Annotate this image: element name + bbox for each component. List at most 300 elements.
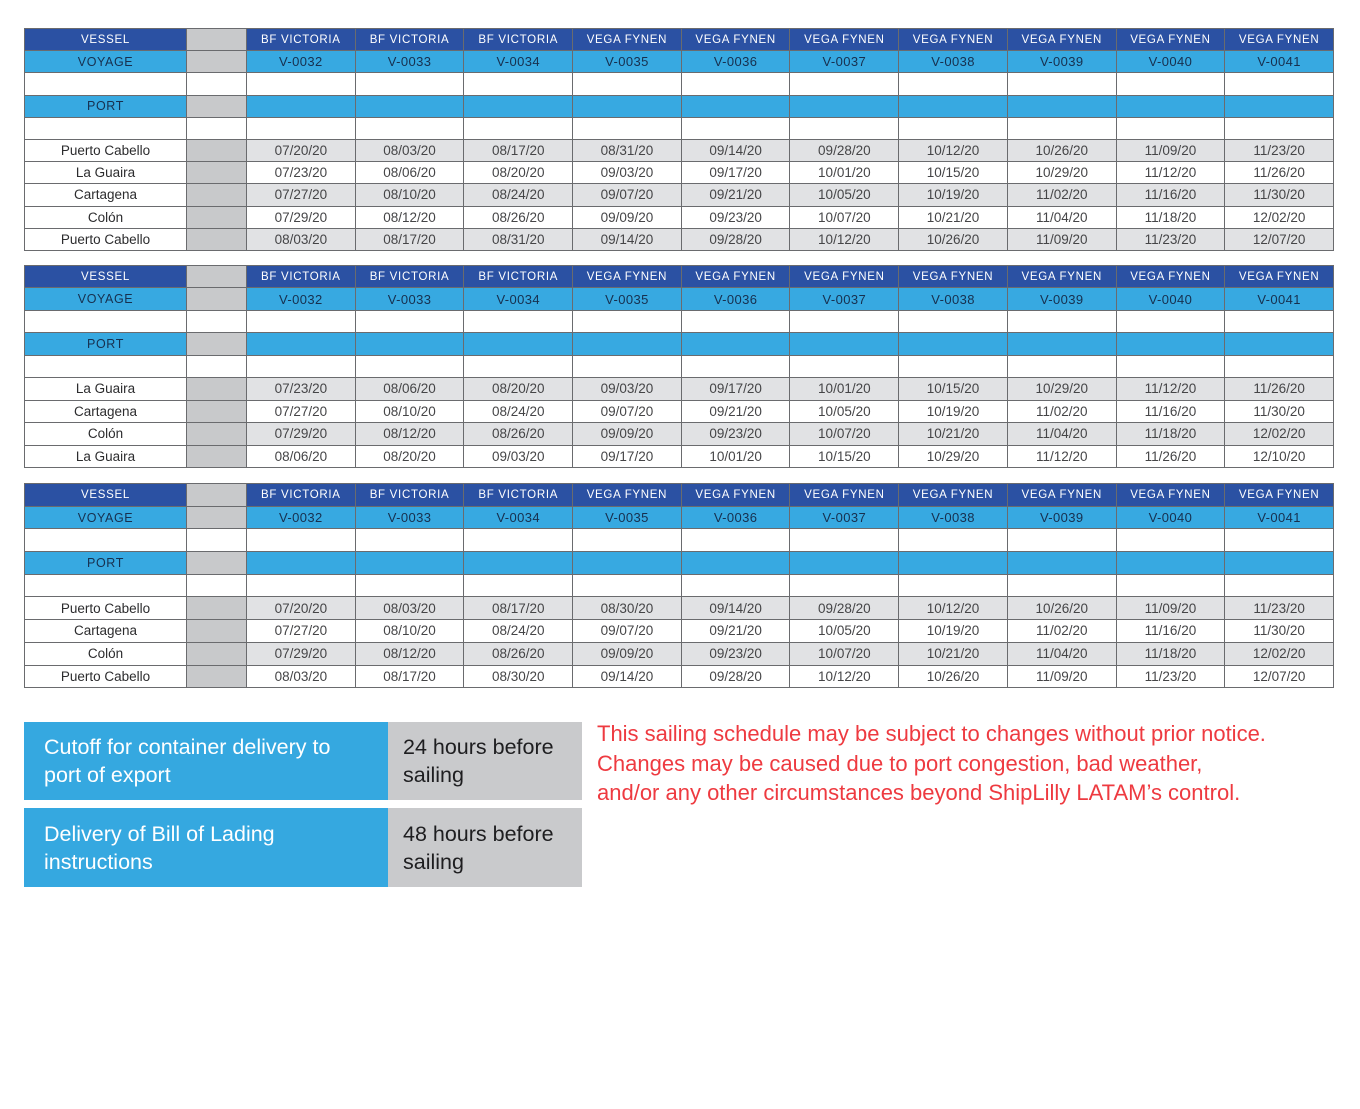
bol-note-label-text: Delivery of Bill of Lading instructions bbox=[44, 821, 275, 874]
voyage-cell: V-0035 bbox=[573, 51, 682, 73]
voyage-cell: V-0036 bbox=[682, 288, 791, 310]
date-cell: 07/29/20 bbox=[247, 643, 356, 666]
date-cell: 10/15/20 bbox=[899, 378, 1008, 400]
empty-cell bbox=[899, 118, 1008, 140]
empty-cell bbox=[790, 356, 899, 378]
empty-cell bbox=[1117, 118, 1226, 140]
date-cell: 08/17/20 bbox=[356, 229, 465, 251]
vessel-header-cell: BF VICTORIA bbox=[464, 29, 573, 51]
bol-note-value-text: 48 hours before sailing bbox=[403, 821, 554, 874]
date-cell: 10/21/20 bbox=[899, 643, 1008, 666]
date-cell: 12/02/20 bbox=[1225, 423, 1334, 445]
spacer-cell bbox=[187, 29, 247, 51]
empty-cell bbox=[1008, 73, 1117, 95]
date-cell: 09/14/20 bbox=[682, 597, 791, 620]
date-cell: 09/21/20 bbox=[682, 401, 791, 423]
date-cell: 11/30/20 bbox=[1225, 401, 1334, 423]
spacer-cell bbox=[187, 96, 247, 118]
voyage-cell: V-0032 bbox=[247, 288, 356, 310]
port-band-cell bbox=[1117, 333, 1226, 355]
port-band-cell bbox=[1225, 552, 1334, 575]
vessel-header-cell: VEGA FYNEN bbox=[1225, 484, 1334, 507]
port-name-cell: Puerto Cabello bbox=[25, 229, 187, 251]
empty-cell bbox=[1117, 575, 1226, 598]
date-cell: 09/21/20 bbox=[682, 184, 791, 206]
empty-cell bbox=[464, 529, 573, 552]
date-cell: 08/26/20 bbox=[464, 207, 573, 229]
date-cell: 11/16/20 bbox=[1117, 401, 1226, 423]
empty-cell bbox=[356, 575, 465, 598]
voyage-cell: V-0032 bbox=[247, 507, 356, 530]
empty-cell bbox=[247, 356, 356, 378]
date-cell: 11/12/20 bbox=[1117, 162, 1226, 184]
voyage-cell: V-0035 bbox=[573, 288, 682, 310]
date-cell: 09/07/20 bbox=[573, 620, 682, 643]
date-cell: 11/04/20 bbox=[1008, 643, 1117, 666]
spacer-cell bbox=[187, 162, 247, 184]
date-cell: 08/10/20 bbox=[356, 184, 465, 206]
date-cell: 07/20/20 bbox=[247, 597, 356, 620]
date-cell: 09/07/20 bbox=[573, 401, 682, 423]
date-cell: 10/21/20 bbox=[899, 423, 1008, 445]
empty-cell bbox=[247, 73, 356, 95]
vessel-header-cell: VEGA FYNEN bbox=[1008, 266, 1117, 288]
port-row-label: PORT bbox=[25, 552, 187, 575]
cutoff-note-label-text: Cutoff for container delivery to port of export bbox=[44, 735, 331, 787]
empty-cell bbox=[247, 575, 356, 598]
date-cell: 08/20/20 bbox=[464, 162, 573, 184]
date-cell: 08/30/20 bbox=[573, 597, 682, 620]
date-cell: 11/04/20 bbox=[1008, 423, 1117, 445]
empty-cell bbox=[1117, 73, 1226, 95]
vessel-header-cell: VEGA FYNEN bbox=[1117, 266, 1226, 288]
empty-cell bbox=[682, 356, 791, 378]
empty-cell bbox=[247, 118, 356, 140]
date-cell: 09/03/20 bbox=[573, 162, 682, 184]
empty-cell bbox=[899, 356, 1008, 378]
date-cell: 10/01/20 bbox=[790, 378, 899, 400]
vessel-row-label: VESSEL bbox=[25, 484, 187, 507]
port-row-label: PORT bbox=[25, 96, 187, 118]
empty-cell bbox=[187, 118, 247, 140]
empty-cell bbox=[682, 529, 791, 552]
date-cell: 08/20/20 bbox=[356, 446, 465, 468]
date-cell: 11/18/20 bbox=[1117, 643, 1226, 666]
port-band-cell bbox=[573, 552, 682, 575]
date-cell: 09/03/20 bbox=[573, 378, 682, 400]
date-cell: 10/05/20 bbox=[790, 620, 899, 643]
schedule-disclaimer bbox=[597, 719, 1352, 808]
port-band-cell bbox=[790, 333, 899, 355]
sailing-schedule-table-2 bbox=[24, 265, 1334, 468]
empty-cell bbox=[573, 529, 682, 552]
date-cell: 10/07/20 bbox=[790, 207, 899, 229]
date-cell: 11/23/20 bbox=[1225, 597, 1334, 620]
date-cell: 09/03/20 bbox=[464, 446, 573, 468]
empty-cell bbox=[573, 118, 682, 140]
date-cell: 11/23/20 bbox=[1117, 666, 1226, 689]
port-name-cell: Colón bbox=[25, 207, 187, 229]
empty-cell bbox=[1225, 356, 1334, 378]
date-cell: 10/12/20 bbox=[899, 140, 1008, 162]
date-cell: 07/27/20 bbox=[247, 620, 356, 643]
date-cell: 09/28/20 bbox=[682, 666, 791, 689]
port-row-label: PORT bbox=[25, 333, 187, 355]
empty-cell bbox=[187, 575, 247, 598]
empty-cell bbox=[187, 529, 247, 552]
port-name-cell: Cartagena bbox=[25, 184, 187, 206]
voyage-cell: V-0034 bbox=[464, 507, 573, 530]
voyage-cell: V-0034 bbox=[464, 51, 573, 73]
port-band-cell bbox=[247, 552, 356, 575]
vessel-header-cell: VEGA FYNEN bbox=[573, 29, 682, 51]
date-cell: 08/03/20 bbox=[247, 229, 356, 251]
vessel-header-cell: BF VICTORIA bbox=[247, 484, 356, 507]
empty-cell bbox=[356, 529, 465, 552]
empty-cell bbox=[187, 356, 247, 378]
date-cell: 08/03/20 bbox=[356, 597, 465, 620]
date-cell: 09/09/20 bbox=[573, 207, 682, 229]
date-cell: 10/07/20 bbox=[790, 643, 899, 666]
date-cell: 07/29/20 bbox=[247, 207, 356, 229]
port-band-cell bbox=[682, 552, 791, 575]
empty-cell bbox=[899, 311, 1008, 333]
date-cell: 10/26/20 bbox=[899, 229, 1008, 251]
empty-cell bbox=[1225, 529, 1334, 552]
empty-cell bbox=[790, 575, 899, 598]
empty-cell bbox=[573, 311, 682, 333]
spacer-cell bbox=[187, 140, 247, 162]
date-cell: 10/26/20 bbox=[1008, 140, 1117, 162]
cutoff-note-label bbox=[24, 722, 388, 800]
port-band-cell bbox=[464, 333, 573, 355]
vessel-header-cell: VEGA FYNEN bbox=[1008, 484, 1117, 507]
date-cell: 11/23/20 bbox=[1117, 229, 1226, 251]
port-band-cell bbox=[573, 96, 682, 118]
date-cell: 09/09/20 bbox=[573, 423, 682, 445]
port-name-cell: La Guaira bbox=[25, 162, 187, 184]
spacer-cell bbox=[187, 552, 247, 575]
port-name-cell: Puerto Cabello bbox=[25, 140, 187, 162]
empty-cell bbox=[899, 529, 1008, 552]
empty-cell bbox=[790, 529, 899, 552]
date-cell: 09/17/20 bbox=[682, 162, 791, 184]
empty-cell bbox=[1008, 311, 1117, 333]
date-cell: 11/30/20 bbox=[1225, 184, 1334, 206]
empty-cell bbox=[1225, 118, 1334, 140]
voyage-cell: V-0033 bbox=[356, 288, 465, 310]
vessel-header-cell: VEGA FYNEN bbox=[899, 266, 1008, 288]
port-band-cell bbox=[464, 96, 573, 118]
date-cell: 08/06/20 bbox=[356, 378, 465, 400]
date-cell: 12/07/20 bbox=[1225, 229, 1334, 251]
date-cell: 09/17/20 bbox=[682, 378, 791, 400]
date-cell: 08/20/20 bbox=[464, 378, 573, 400]
empty-cell bbox=[187, 311, 247, 333]
empty-cell bbox=[464, 356, 573, 378]
port-name-cell: La Guaira bbox=[25, 378, 187, 400]
empty-cell bbox=[1008, 575, 1117, 598]
date-cell: 12/02/20 bbox=[1225, 643, 1334, 666]
date-cell: 11/09/20 bbox=[1117, 140, 1226, 162]
empty-cell bbox=[464, 311, 573, 333]
date-cell: 08/31/20 bbox=[464, 229, 573, 251]
empty-cell bbox=[899, 575, 1008, 598]
date-cell: 09/23/20 bbox=[682, 423, 791, 445]
date-cell: 09/23/20 bbox=[682, 643, 791, 666]
empty-cell bbox=[682, 118, 791, 140]
date-cell: 08/17/20 bbox=[464, 597, 573, 620]
voyage-cell: V-0039 bbox=[1008, 288, 1117, 310]
voyage-cell: V-0041 bbox=[1225, 507, 1334, 530]
date-cell: 09/17/20 bbox=[573, 446, 682, 468]
empty-cell bbox=[1117, 311, 1226, 333]
date-cell: 11/26/20 bbox=[1225, 162, 1334, 184]
empty-cell bbox=[790, 118, 899, 140]
port-band-cell bbox=[464, 552, 573, 575]
date-cell: 08/30/20 bbox=[464, 666, 573, 689]
date-cell: 08/03/20 bbox=[247, 666, 356, 689]
port-band-cell bbox=[1117, 552, 1226, 575]
empty-cell bbox=[464, 118, 573, 140]
date-cell: 08/12/20 bbox=[356, 643, 465, 666]
date-cell: 08/26/20 bbox=[464, 423, 573, 445]
vessel-header-cell: VEGA FYNEN bbox=[1008, 29, 1117, 51]
date-cell: 10/05/20 bbox=[790, 184, 899, 206]
date-cell: 07/23/20 bbox=[247, 162, 356, 184]
spacer-cell bbox=[187, 266, 247, 288]
date-cell: 12/02/20 bbox=[1225, 207, 1334, 229]
date-cell: 07/20/20 bbox=[247, 140, 356, 162]
empty-cell bbox=[1008, 356, 1117, 378]
date-cell: 09/23/20 bbox=[682, 207, 791, 229]
empty-cell bbox=[187, 73, 247, 95]
voyage-cell: V-0038 bbox=[899, 507, 1008, 530]
date-cell: 10/15/20 bbox=[790, 446, 899, 468]
vessel-header-cell: VEGA FYNEN bbox=[1117, 484, 1226, 507]
port-name-cell: La Guaira bbox=[25, 446, 187, 468]
empty-cell bbox=[1117, 529, 1226, 552]
date-cell: 09/07/20 bbox=[573, 184, 682, 206]
empty-cell bbox=[247, 311, 356, 333]
date-cell: 11/26/20 bbox=[1117, 446, 1226, 468]
disclaimer-line: Changes may be caused due to port congestion, bad weather, bbox=[597, 750, 1203, 776]
vessel-header-cell: VEGA FYNEN bbox=[790, 484, 899, 507]
voyage-cell: V-0033 bbox=[356, 51, 465, 73]
disclaimer-line: This sailing schedule may be subject to changes without prior notice. bbox=[597, 721, 1266, 746]
date-cell: 10/01/20 bbox=[682, 446, 791, 468]
empty-cell bbox=[682, 73, 791, 95]
spacer-cell bbox=[187, 378, 247, 400]
spacer-cell bbox=[187, 597, 247, 620]
date-cell: 07/27/20 bbox=[247, 184, 356, 206]
port-band-cell bbox=[899, 96, 1008, 118]
date-cell: 11/02/20 bbox=[1008, 620, 1117, 643]
vessel-row-label: VESSEL bbox=[25, 29, 187, 51]
date-cell: 11/16/20 bbox=[1117, 620, 1226, 643]
empty-cell bbox=[573, 73, 682, 95]
date-cell: 10/29/20 bbox=[899, 446, 1008, 468]
date-cell: 09/09/20 bbox=[573, 643, 682, 666]
spacer-cell bbox=[187, 620, 247, 643]
empty-cell bbox=[464, 73, 573, 95]
port-name-cell: Cartagena bbox=[25, 620, 187, 643]
vessel-header-cell: VEGA FYNEN bbox=[1225, 266, 1334, 288]
sailing-schedule-table-1 bbox=[24, 28, 1334, 251]
voyage-row-label: VOYAGE bbox=[25, 507, 187, 530]
vessel-header-cell: BF VICTORIA bbox=[356, 266, 465, 288]
date-cell: 08/24/20 bbox=[464, 184, 573, 206]
empty-cell bbox=[1225, 575, 1334, 598]
date-cell: 09/14/20 bbox=[682, 140, 791, 162]
voyage-cell: V-0040 bbox=[1117, 288, 1226, 310]
empty-cell bbox=[1117, 356, 1226, 378]
date-cell: 11/12/20 bbox=[1008, 446, 1117, 468]
vessel-header-cell: BF VICTORIA bbox=[247, 29, 356, 51]
empty-cell bbox=[356, 118, 465, 140]
date-cell: 10/19/20 bbox=[899, 184, 1008, 206]
empty-cell bbox=[1225, 73, 1334, 95]
voyage-cell: V-0037 bbox=[790, 51, 899, 73]
voyage-cell: V-0039 bbox=[1008, 507, 1117, 530]
port-band-cell bbox=[790, 552, 899, 575]
date-cell: 10/19/20 bbox=[899, 401, 1008, 423]
empty-cell bbox=[25, 73, 187, 95]
port-band-cell bbox=[1225, 96, 1334, 118]
port-name-cell: Puerto Cabello bbox=[25, 597, 187, 620]
date-cell: 11/04/20 bbox=[1008, 207, 1117, 229]
port-band-cell bbox=[899, 333, 1008, 355]
empty-cell bbox=[25, 575, 187, 598]
port-band-cell bbox=[1008, 96, 1117, 118]
spacer-cell bbox=[187, 333, 247, 355]
vessel-header-cell: BF VICTORIA bbox=[356, 484, 465, 507]
bol-note-label bbox=[24, 808, 388, 887]
date-cell: 08/17/20 bbox=[464, 140, 573, 162]
cutoff-note-value-text: 24 hours before sailing bbox=[403, 735, 554, 787]
vessel-header-cell: BF VICTORIA bbox=[356, 29, 465, 51]
date-cell: 10/12/20 bbox=[790, 229, 899, 251]
empty-cell bbox=[899, 73, 1008, 95]
vessel-row-label: VESSEL bbox=[25, 266, 187, 288]
spacer-cell bbox=[187, 643, 247, 666]
date-cell: 10/05/20 bbox=[790, 401, 899, 423]
date-cell: 08/24/20 bbox=[464, 401, 573, 423]
empty-cell bbox=[1225, 311, 1334, 333]
empty-cell bbox=[25, 356, 187, 378]
empty-cell bbox=[356, 73, 465, 95]
date-cell: 08/31/20 bbox=[573, 140, 682, 162]
date-cell: 10/26/20 bbox=[1008, 597, 1117, 620]
voyage-cell: V-0038 bbox=[899, 51, 1008, 73]
date-cell: 10/21/20 bbox=[899, 207, 1008, 229]
port-band-cell bbox=[1117, 96, 1226, 118]
voyage-cell: V-0036 bbox=[682, 51, 791, 73]
port-band-cell bbox=[790, 96, 899, 118]
date-cell: 10/01/20 bbox=[790, 162, 899, 184]
date-cell: 11/09/20 bbox=[1008, 229, 1117, 251]
date-cell: 10/12/20 bbox=[790, 666, 899, 689]
date-cell: 08/12/20 bbox=[356, 207, 465, 229]
date-cell: 09/28/20 bbox=[790, 597, 899, 620]
date-cell: 07/29/20 bbox=[247, 423, 356, 445]
date-cell: 12/07/20 bbox=[1225, 666, 1334, 689]
vessel-header-cell: VEGA FYNEN bbox=[682, 484, 791, 507]
vessel-header-cell: VEGA FYNEN bbox=[1225, 29, 1334, 51]
empty-cell bbox=[1008, 529, 1117, 552]
port-band-cell bbox=[1008, 552, 1117, 575]
spacer-cell bbox=[187, 666, 247, 689]
vessel-header-cell: VEGA FYNEN bbox=[682, 266, 791, 288]
empty-cell bbox=[464, 575, 573, 598]
empty-cell bbox=[25, 529, 187, 552]
voyage-cell: V-0040 bbox=[1117, 51, 1226, 73]
voyage-cell: V-0035 bbox=[573, 507, 682, 530]
spacer-cell bbox=[187, 229, 247, 251]
date-cell: 09/28/20 bbox=[790, 140, 899, 162]
sailing-schedule-table-3 bbox=[24, 483, 1334, 688]
port-band-cell bbox=[682, 333, 791, 355]
date-cell: 10/29/20 bbox=[1008, 378, 1117, 400]
port-name-cell: Colón bbox=[25, 643, 187, 666]
voyage-cell: V-0038 bbox=[899, 288, 1008, 310]
empty-cell bbox=[790, 311, 899, 333]
port-band-cell bbox=[1225, 333, 1334, 355]
empty-cell bbox=[573, 575, 682, 598]
spacer-cell bbox=[187, 184, 247, 206]
date-cell: 09/14/20 bbox=[573, 666, 682, 689]
port-band-cell bbox=[356, 96, 465, 118]
date-cell: 08/06/20 bbox=[356, 162, 465, 184]
empty-cell bbox=[682, 311, 791, 333]
vessel-header-cell: VEGA FYNEN bbox=[682, 29, 791, 51]
empty-cell bbox=[682, 575, 791, 598]
vessel-header-cell: VEGA FYNEN bbox=[899, 484, 1008, 507]
vessel-header-cell: BF VICTORIA bbox=[464, 266, 573, 288]
date-cell: 11/30/20 bbox=[1225, 620, 1334, 643]
port-band-cell bbox=[899, 552, 1008, 575]
empty-cell bbox=[356, 311, 465, 333]
voyage-cell: V-0034 bbox=[464, 288, 573, 310]
port-band-cell bbox=[356, 333, 465, 355]
date-cell: 11/02/20 bbox=[1008, 401, 1117, 423]
spacer-cell bbox=[187, 446, 247, 468]
port-band-cell bbox=[573, 333, 682, 355]
vessel-header-cell: VEGA FYNEN bbox=[573, 266, 682, 288]
date-cell: 11/12/20 bbox=[1117, 378, 1226, 400]
date-cell: 10/26/20 bbox=[899, 666, 1008, 689]
date-cell: 08/03/20 bbox=[356, 140, 465, 162]
date-cell: 10/29/20 bbox=[1008, 162, 1117, 184]
empty-cell bbox=[356, 356, 465, 378]
empty-cell bbox=[1008, 118, 1117, 140]
voyage-cell: V-0036 bbox=[682, 507, 791, 530]
date-cell: 11/18/20 bbox=[1117, 207, 1226, 229]
date-cell: 08/24/20 bbox=[464, 620, 573, 643]
voyage-row-label: VOYAGE bbox=[25, 288, 187, 310]
empty-cell bbox=[790, 73, 899, 95]
vessel-header-cell: VEGA FYNEN bbox=[790, 266, 899, 288]
date-cell: 09/28/20 bbox=[682, 229, 791, 251]
port-band-cell bbox=[247, 96, 356, 118]
port-name-cell: Cartagena bbox=[25, 401, 187, 423]
date-cell: 10/15/20 bbox=[899, 162, 1008, 184]
voyage-cell: V-0032 bbox=[247, 51, 356, 73]
spacer-cell bbox=[187, 401, 247, 423]
date-cell: 11/16/20 bbox=[1117, 184, 1226, 206]
voyage-cell: V-0041 bbox=[1225, 288, 1334, 310]
date-cell: 08/26/20 bbox=[464, 643, 573, 666]
